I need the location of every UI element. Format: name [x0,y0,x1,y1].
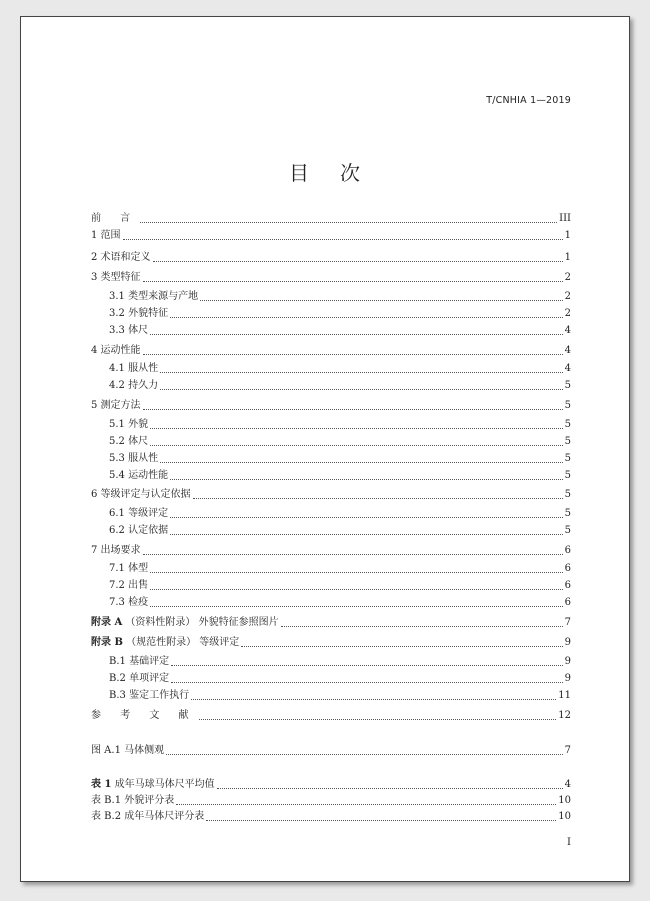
toc-entry[interactable] [91,776,571,792]
toc-entry-label: 3.2 外貌特征 [109,308,169,319]
toc-entry-label: 5.2 体尺 [109,436,149,447]
toc-entry-label: 参 考 文 献 [91,710,197,721]
toc-leader-dots [171,682,563,683]
toc-entry-label: 6.2 认定依据 [109,525,169,536]
toc-entry[interactable] [91,742,571,758]
toc-leader-dots [143,281,563,282]
title-char-2: 次 [340,161,361,185]
toc-entry-page: 12 [558,710,571,721]
toc-entry[interactable] [91,522,571,538]
title-char-1: 目 [289,161,310,185]
toc-leader-dots [153,261,563,262]
toc-leader-dots [170,317,563,318]
toc-entry-page: 6 [564,597,571,608]
toc-entry[interactable] [91,634,571,650]
toc-entry-label: 3 类型特征 [91,272,141,283]
toc-entry-page: 5 [564,419,571,430]
toc-entry[interactable] [91,433,571,449]
toc-entry-label: 3.3 体尺 [109,325,149,336]
toc-entry-page: 5 [564,489,571,500]
toc-entry-label: 5 测定方法 [91,400,141,411]
page-title [21,157,629,186]
toc-entry[interactable] [91,227,571,243]
toc-entry-prefix: 表 1 [91,779,112,790]
toc-entry-label: 4.1 服从性 [109,363,159,374]
toc-entry-label: 6 等级评定与认定依据 [91,489,191,500]
toc-entry[interactable] [91,707,571,723]
toc-entry-label: 4.2 持久力 [109,380,159,391]
toc-entry[interactable] [91,210,571,226]
toc-entry-page: 2 [564,308,571,319]
toc-entry-label: B.2 单项评定 [109,673,170,684]
toc-entry-label: 1 范围 [91,230,121,241]
toc-entry-page: 6 [564,545,571,556]
toc-leader-dots [206,820,556,821]
toc-entry-page: 5 [564,470,571,481]
toc-entry-page: 9 [564,656,571,667]
toc-entry-page: III [559,213,571,224]
toc-entry-page: 7 [564,617,571,628]
toc-entry[interactable] [91,653,571,669]
toc-entry-page: 11 [558,690,571,701]
toc-entry[interactable] [91,269,571,285]
toc-entry-page: 6 [564,580,571,591]
toc-entry-page: 5 [564,380,571,391]
toc-leader-dots [170,479,563,480]
toc-entry-label: 3.1 类型来源与产地 [109,291,199,302]
toc-entry[interactable] [91,614,571,630]
toc-entry[interactable] [91,808,571,824]
toc-entry[interactable] [91,342,571,358]
toc-leader-dots [166,754,563,755]
toc-entry-page: 6 [564,563,571,574]
toc-entry[interactable] [91,377,571,393]
toc-leader-dots [191,699,556,700]
toc-entry-label: 表 B.2 成年马体尺评分表 [91,811,205,822]
toc-entry[interactable] [91,505,571,521]
toc-entry[interactable] [91,670,571,686]
toc-entry-label: 5.1 外貌 [109,419,149,430]
toc-leader-dots [143,354,563,355]
toc-leader-dots [160,462,563,463]
toc-entry-label: 附录 A （资料性附录） 外貌特征参照图片 [91,617,279,628]
toc-leader-dots [217,788,563,789]
toc-entry-label: 7 出场要求 [91,545,141,556]
toc-entry-label: 5.4 运动性能 [109,470,169,481]
toc-leader-dots [200,300,563,301]
toc-leader-dots [199,719,557,720]
toc-leader-dots [176,804,556,805]
toc-entry-page: 5 [564,525,571,536]
toc-entry-page: 4 [564,779,571,790]
toc-leader-dots [281,626,563,627]
document-id: T/CNHIA 1—2019 [486,95,571,106]
toc-entry-label: 7.3 检疫 [109,597,149,608]
toc-entry[interactable] [91,687,571,703]
toc-entry-label: 7.2 出售 [109,580,149,591]
toc-entry[interactable] [91,249,571,265]
toc-entry-page: 10 [558,795,571,806]
toc-entry[interactable] [91,360,571,376]
toc-leader-dots [150,606,563,607]
toc-leader-dots [160,372,563,373]
toc-leader-dots [171,665,563,666]
toc-entry[interactable] [91,486,571,502]
toc-entry-page: 2 [564,272,571,283]
toc-entry-page: 2 [564,291,571,302]
toc-entry-page: 5 [564,400,571,411]
toc-entry-label: 4 运动性能 [91,345,141,356]
toc-leader-dots [150,572,563,573]
toc-leader-dots [170,534,563,535]
toc-entry-label: 2 术语和定义 [91,252,151,263]
toc-entry-label: 附录 B （规范性附录） 等级评定 [91,637,240,648]
toc-entry-page: 9 [564,637,571,648]
toc-leader-dots [140,222,557,223]
toc-entry-label: 5.3 服从性 [109,453,159,464]
toc-entry-label: B.3 鉴定工作执行 [109,690,190,701]
toc-leader-dots [150,445,563,446]
toc-entry-label: 表 1 成年马球马体尺平均值 [91,779,215,790]
toc-entry-label: 图 A.1 马体侧观 [91,745,165,756]
toc-entry-page: 5 [564,453,571,464]
toc-entry-page: 1 [564,252,571,263]
toc-leader-dots [160,389,563,390]
toc-leader-dots [150,334,563,335]
toc-leader-dots [193,498,563,499]
toc-entry-page: 4 [564,363,571,374]
toc-entry[interactable] [91,577,571,593]
toc-leader-dots [123,239,563,240]
toc-entry-label: 6.1 等级评定 [109,508,169,519]
toc-entry[interactable] [91,542,571,558]
toc-entry-label: 表 B.1 外貌评分表 [91,795,175,806]
toc-entry-page: 9 [564,673,571,684]
toc-entry-label: B.1 基础评定 [109,656,170,667]
toc-entry-page: 5 [564,436,571,447]
toc-entry-label: 前 言 [91,213,139,224]
toc-entry[interactable] [91,450,571,466]
toc-leader-dots [241,646,562,647]
toc-leader-dots [143,409,563,410]
toc-entry-page: 10 [558,811,571,822]
toc-leader-dots [170,517,563,518]
toc-leader-dots [150,589,563,590]
toc-entry[interactable] [91,594,571,610]
toc-entry[interactable] [91,305,571,321]
toc-entry[interactable] [91,560,571,576]
toc-leader-dots [143,554,563,555]
toc-entry[interactable] [91,322,571,338]
document-page [20,16,630,882]
toc-entry-page: 4 [564,325,571,336]
toc-leader-dots [150,428,563,429]
toc-entry-page: 1 [564,230,571,241]
toc-entry-page: 5 [564,508,571,519]
toc-entry-prefix: 附录 B [91,637,123,648]
toc-entry[interactable] [91,467,571,483]
toc-entry-label: 7.1 体型 [109,563,149,574]
toc-entry-prefix: 附录 A [91,617,123,628]
toc-entry[interactable] [91,288,571,304]
toc-entry[interactable] [91,416,571,432]
toc-entry[interactable] [91,397,571,413]
page-number: I [567,837,571,848]
toc-entry[interactable] [91,792,571,808]
toc-entry-page: 4 [564,345,571,356]
toc-entry-page: 7 [564,745,571,756]
